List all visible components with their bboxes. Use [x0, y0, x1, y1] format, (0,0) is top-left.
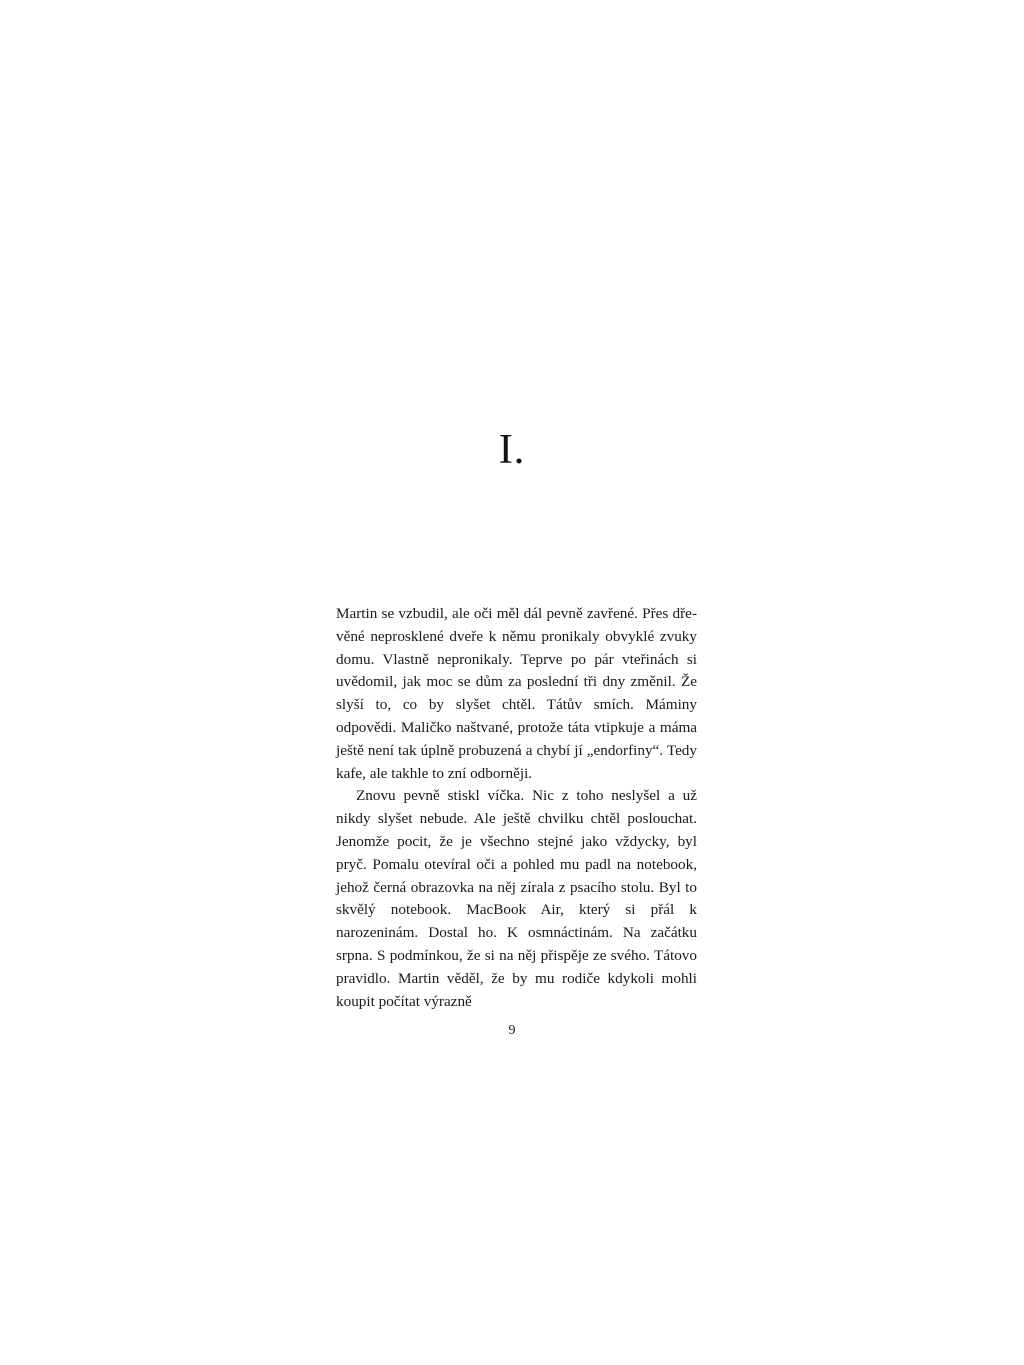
paragraph-2: Znovu pevně stiskl víčka. Nic z toho neslyšel a už nikdy slyšet nebude. Ale ještě chvilku chtěl poslouchat. Jenomže pocit, že je všechno stejné jako vždycky, byl pryč. Pomalu otevíral oči a pohled mu padl na notebook, jehož černá obrazovka na něj zírala z psacího stolu. Byl to skvělý notebook. MacBook Air, který si přál k narozeninám. Dostal ho. K osmnáctinám. Na začátku srpna. S podmínkou, že si na něj přispěje ze svého. Tátovo pravidlo. Martin věděl, že by mu rodiče kdykoli mohli koupit počítat výrazně — [336, 787, 697, 1010]
body-text — [336, 603, 697, 1013]
paragraph-1: Martin se vzbudil, ale oči měl dál pevně zavřené. Přes dřevěné neprosklené dveře k němu pronikaly obvyklé zvuky domu. Vlastně nepronikaly. Teprve po pár vteřinách si uvědomil, jak moc se dům za poslední tři dny změnil. Že slyší to, co by slyšet chtěl. Tátův smích. Máminy odpovědi. Maličko naštvané, protože táta vtipkuje a máma ještě není tak úplně probuzená a chybí jí „endorfiny“. Tedy kafe, ale takhle to zní odborněji. — [336, 605, 697, 782]
chapter-number: I. — [498, 427, 526, 473]
page-number: 9 — [508, 1023, 516, 1038]
